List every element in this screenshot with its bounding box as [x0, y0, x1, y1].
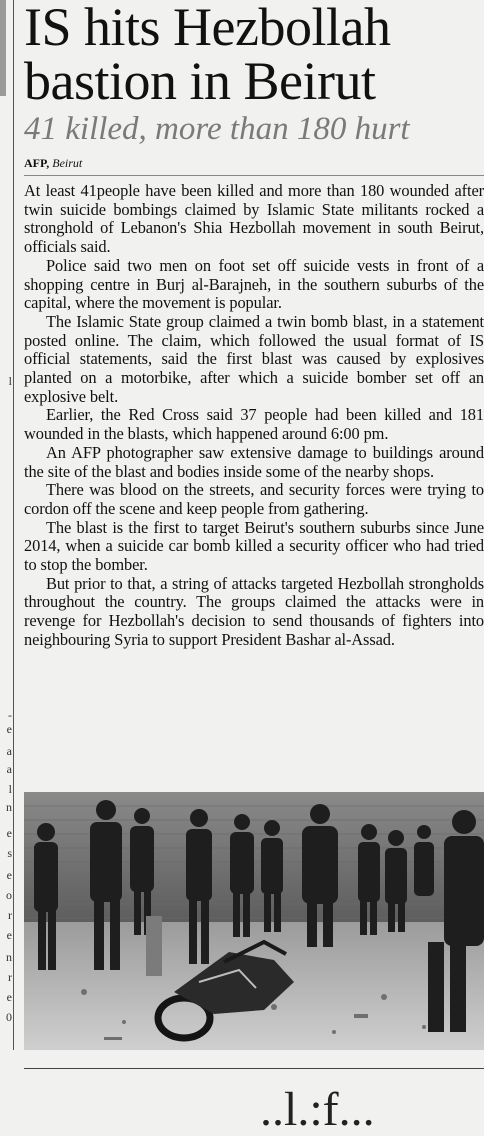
subheadline: 41 killed, more than 180 hurt — [24, 111, 410, 147]
column-fragment: r — [8, 908, 12, 922]
column-fragment: a — [6, 762, 12, 776]
column-fragment: s — [7, 846, 12, 860]
body-paragraph: The Islamic State group claimed a twin bomb blast, in a statement posted online. The claim, which followed the usual format of IS official statements, said the first blast was caused by explosives planted on a motorbike, after which a suicide bomber set off an explosive belt. — [24, 311, 484, 406]
byline — [24, 156, 484, 170]
body-paragraph: Earlier, the Red Cross said 37 people had been killed and 181 wounded in the blasts, which happened around 6:00 pm. — [24, 405, 484, 444]
column-fragment: e — [6, 826, 12, 840]
column-divider — [13, 0, 14, 1050]
byline-place: Beirut — [52, 156, 83, 170]
column-fragment: l — [8, 374, 12, 388]
body-paragraph: At least 41people have been killed and more than 180 wounded after twin suicide bombings claimed by Islamic State militants rocked a stronghold of Lebanon's Shia Hezbollah movement in south Beirut, officials said. — [24, 181, 484, 257]
news-photo — [24, 792, 484, 1050]
blast-scene-illustration — [24, 792, 484, 1050]
column-fragment: a — [6, 744, 12, 758]
bollard — [146, 916, 162, 976]
column-fragment: n — [6, 800, 12, 814]
next-article-headline-fragment: ..l.:f... — [260, 1083, 375, 1136]
body-paragraph: Police said two men on foot set off suicide vests in front of a shopping centre in Burj al-Barajneh, in the southern suburbs of the capital, where the movement is popular. — [24, 255, 484, 313]
column-fragment: e — [6, 722, 12, 736]
body-paragraph: But prior to that, a string of attacks targeted Hezbollah strongholds throughout the country. The groups claimed the attacks were in revenge for Hezbollah's decision to send thousands of fighters into neighbouring Syria to support President Bashar al-Assad. — [24, 573, 484, 649]
headline — [24, 0, 484, 111]
adjacent-column-edge — [0, 0, 14, 1107]
column-fragment: - — [8, 708, 12, 722]
column-fragment: 0 — [6, 1010, 12, 1024]
article-body — [24, 182, 484, 650]
news-article — [24, 0, 484, 650]
column-fragment: r — [8, 970, 12, 984]
headline-line: bastion in Beirut — [24, 51, 376, 111]
column-fragment: l — [8, 782, 12, 796]
adjacent-photo-edge — [0, 0, 6, 96]
body-paragraph: The blast is the first to target Beirut's southern suburbs since June 2014, when a suicide car bomb killed a security officer who had tried to stop the bomber. — [24, 517, 484, 575]
column-fragment: e — [6, 928, 12, 942]
section-divider — [24, 1068, 484, 1069]
body-paragraph: An AFP photographer saw extensive damage to buildings around the site of the blast and bodies inside some of the nearby shops. — [24, 442, 484, 481]
headline-line: IS hits Hezbollah — [24, 0, 391, 57]
byline-agency: AFP, — [24, 156, 50, 170]
column-fragment: n — [6, 950, 12, 964]
byline-divider — [24, 175, 484, 176]
column-fragment: e — [6, 990, 12, 1004]
column-fragment: e — [6, 868, 12, 882]
body-paragraph: There was blood on the streets, and security forces were trying to cordon off the scene and keep people from gathering. — [24, 480, 484, 518]
column-fragment: o — [6, 888, 12, 902]
